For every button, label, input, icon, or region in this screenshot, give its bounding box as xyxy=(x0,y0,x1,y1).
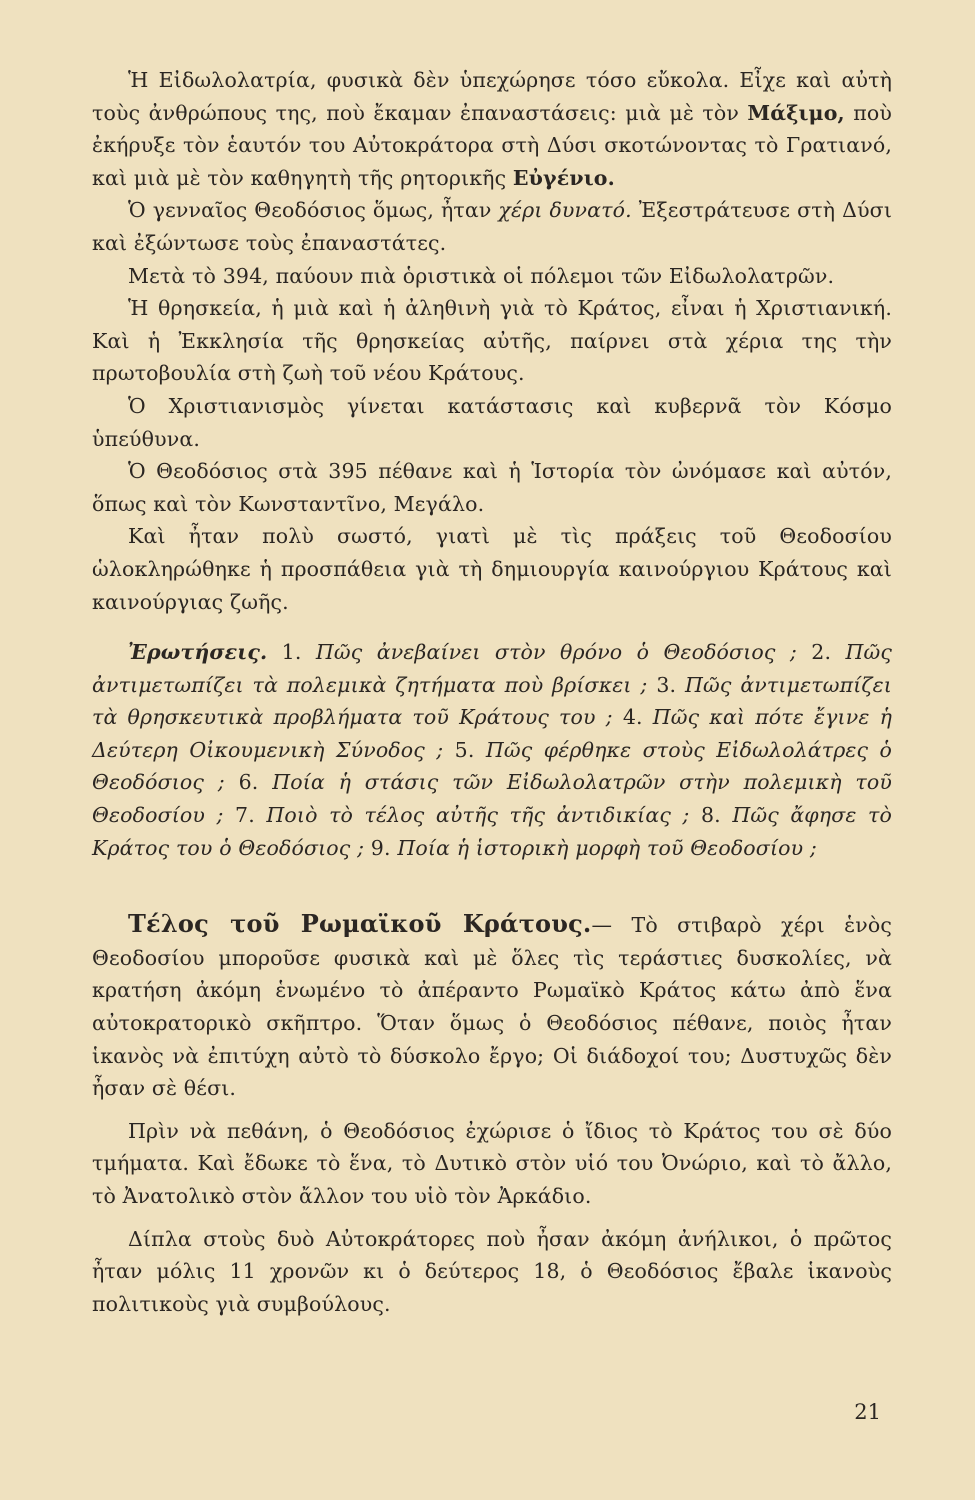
question-item: 2. Πῶς ἀντιμετωπίζει τὰ πολεμικὰ ζητήματα ποὺ βρίσκει ; xyxy=(92,640,892,697)
name-maximus: Μάξιμο, xyxy=(747,100,845,125)
section-end-of-roman-state: Τέλος τοῦ Ρωμαϊκοῦ Κράτους.— Τὸ στιβαρὸ χέρι ἑνὸς Θεοδοσίου μποροῦσε φυσικὰ καὶ μὲ ὅλες τὶς τεράστιες δυσκολίες, νὰ κρατήση ἀκόμη ἑνωμένο τὸ ἀπέραντο Ρωμαϊκὸ Κράτος κάτω ἀπὸ ἕνα αὐτοκρατορικὸ σκῆπτρο. Ὅταν ὅμως ὁ Θεοδόσιος πέθανε, ποιὸς ἦταν ἱκανὸς νὰ ἐπιτύχη αὐτὸ τὸ δύσκολο ἔργο; Οἱ διάδοχοί του; Δυστυχῶς δὲν ἦσαν σὲ θέσι. xyxy=(92,909,893,1101)
question-item: 1. Πῶς ἀνεβαίνει στὸν θρόνο ὁ Θεοδόσιος ; xyxy=(281,640,797,665)
question-item: 9. Ποία ἡ ἱστορικὴ μορφὴ τοῦ Θεοδοσίου ; xyxy=(370,835,817,860)
paragraph-advisors: Δίπλα στοὺς δυὸ Αὐτοκράτορες ποὺ ἦσαν ἀκόμη ἀνήλικοι, ὁ πρῶτος ἦταν μόλις 11 χρονῶν κι ὁ δεύτερος 18, ὁ Θεοδόσιος ἔβαλε ἱκανοὺς πολιτικοὺς γιὰ συμβούλους. xyxy=(92,1226,892,1316)
paragraph-394: Μετὰ τὸ 394, παύουν πιὰ ὁριστικὰ οἱ πόλεμοι τῶν Εἰδωλολατρῶν. xyxy=(128,263,835,288)
paragraph-death-395: Ὁ Θεοδόσιος στὰ 395 πέθανε καὶ ἡ Ἱστορία τὸν ὠνόμασε καὶ αὐτόν, ὅπως καὶ τὸν Κωνσταντῖνο, Μεγάλο. xyxy=(92,459,892,516)
question-item: 6. Ποία ἡ στάσις τῶν Εἰδωλολατρῶν στὴν πολεμικὴ τοῦ Θεοδοσίου ; xyxy=(92,770,893,828)
question-item: 4. Πῶς καὶ πότε ἔγινε ἡ Δεύτερη Οἰκουμενικὴ Σύνοδος ; xyxy=(92,705,892,762)
question-item: 8. Πῶς ἄφησε τὸ Κράτος του ὁ Θεοδόσιος ; xyxy=(92,803,892,860)
section-title: Τέλος τοῦ Ρωμαϊκοῦ Κράτους. xyxy=(128,909,592,939)
questions-block xyxy=(92,636,892,864)
question-item: 3. Πῶς ἀντιμετωπίζει τὰ θρησκευτικὰ προβλήματα τοῦ Κράτους του ; xyxy=(92,672,892,730)
paragraph-religion: Ἡ θρησκεία, ἡ μιὰ καὶ ἡ ἀληθινὴ γιὰ τὸ Κράτος, εἶναι ἡ Χριστιανική. Καὶ ἡ Ἐκκλησία τῆς θρησκείας αὐτῆς, παίρνει στὰ χέρια της τὴν πρωτοβουλία στὴ ζωὴ τοῦ νέου Κράτους. xyxy=(92,296,892,386)
paragraph-idolatry: Ἡ Εἰδωλολατρία, φυσικὰ δὲν ὑπεχώρησε τόσο εὔκολα. Εἶχε καὶ αὐτὴ τοὺς ἀνθρώπους της, ποὺ ἔκαμαν ἐπαναστάσεις: μιὰ μὲ τὸν Μάξιμο, ποὺ ἐκήρυξε τὸν ἑαυτόν του Αὐτοκράτορα στὴ Δύσι σκοτώνοντας τὸ Γρατιανό, καὶ μιὰ μὲ τὸν καθηγητὴ τῆς ρητορικῆς Εὐγένιο. xyxy=(92,68,892,190)
questions-heading: Ἐρωτήσεις. xyxy=(128,640,268,665)
page-number: 21 xyxy=(854,1400,881,1424)
paragraph-theodosius-strong: Ὁ γενναῖος Θεοδόσιος ὅμως, ἦταν χέρι δυνατό. Ἐξεστράτευσε στὴ Δύσι καὶ ἐξώντωσε τοὺς ἐπαναστάτες. xyxy=(92,198,893,255)
name-eugenius: Εὐγένιο. xyxy=(512,165,615,190)
question-item: 5. Πῶς φέρθηκε στοὺς Εἰδωλολάτρες ὁ Θεοδόσιος ; xyxy=(92,737,893,795)
question-item: 7. Ποιὸ τὸ τέλος αὐτῆς τῆς ἀντιδικίας ; xyxy=(235,803,690,828)
paragraph-division: Πρὶν νὰ πεθάνη, ὁ Θεοδόσιος ἐχώρισε ὁ ἴδιος τὸ Κράτος του σὲ δύο τμήματα. Καὶ ἔδωκε τὸ ἕνα, τὸ Δυτικὸ στὸν υἱό του Ὀνώριο, καὶ τὸ ἄλλο, τὸ Ἀνατολικὸ στὸν ἄλλον του υἱὸ τὸν Ἀρκάδιο. xyxy=(92,1118,892,1208)
paragraph-christianity: Ὁ Χριστιανισμὸς γίνεται κατάστασις καὶ κυβερνᾶ τὸν Κόσμο ὑπεύθυνα. xyxy=(92,393,892,451)
paragraph-new-state: Καὶ ἦταν πολὺ σωστό, γιατὶ μὲ τὶς πράξεις τοῦ Θεοδοσίου ὡλοκληρώθηκε ἡ προσπάθεια γιὰ τὴ δημιουργία καινούργιου Κράτους καὶ καινούργιας ζωῆς. xyxy=(92,524,892,614)
text-column xyxy=(92,64,892,1320)
